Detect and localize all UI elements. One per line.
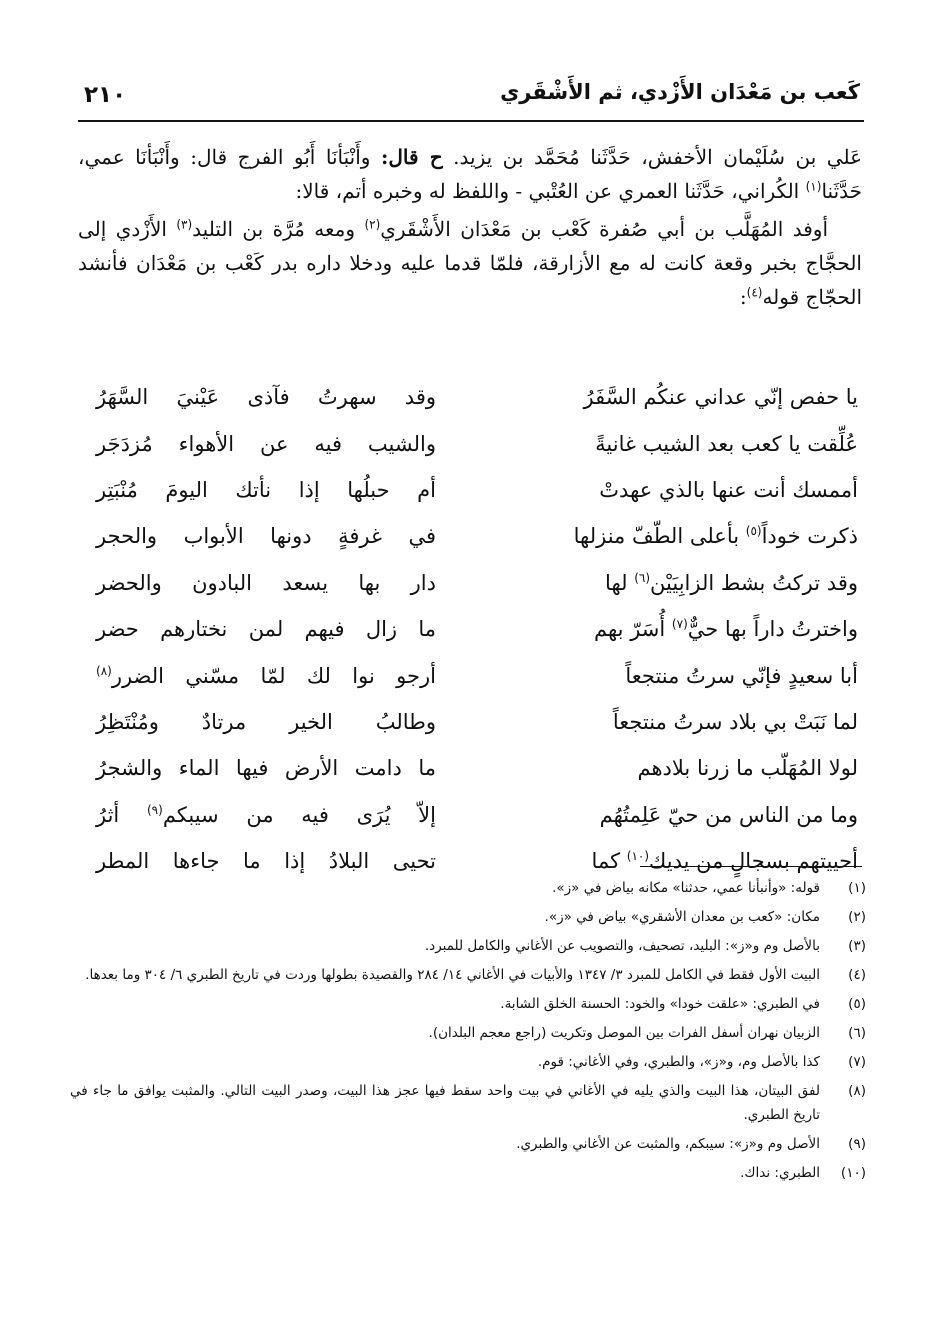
footnotes (70, 876, 866, 1190)
footnote-ref-3[interactable]: (٣) (176, 217, 193, 232)
verse (96, 792, 858, 838)
footnote-number: (١٠) (840, 1165, 866, 1181)
first-hemistich: لما نَبَتْ بي بلاد سرتُ منتجعاً (612, 709, 858, 734)
intro-text (78, 140, 862, 314)
footnote-ref-10[interactable]: (١٠) (626, 849, 650, 864)
second-hemistich: ما زال فيهم لمن نختارهم حضر (96, 617, 436, 642)
footnote-text: قوله: «وأنبأنا عمي، حدثنا» مكانه بياض في «ز». (552, 880, 820, 896)
first-hemistich: عُلِّقت يا كعب بعد الشيب غانيةً (595, 431, 858, 456)
verse (96, 652, 858, 698)
footnote-item (70, 1132, 866, 1156)
verse (96, 467, 858, 513)
footnote-text: مكان: «كعب بن معدان الأشقري» بياض في «ز». (544, 909, 820, 925)
second-hemistich: وطالبُ الخير مرتادٌ ومُنْتَظِرُ (96, 709, 436, 734)
second-hemistich: أم حبلُها إذا نأتك اليومَ مُنْبَتِر (96, 477, 436, 502)
footnote-number: (٨) (848, 1083, 866, 1099)
footnote-number: (٤) (848, 967, 866, 983)
footnote-item (70, 992, 866, 1016)
verse (96, 513, 858, 559)
first-hemistich: أحييتهم بسجالٍ من يديك$^{(١٠)}$ كما (591, 849, 858, 874)
first-hemistich: لولا المُهَلّب ما زرنا بلادهم (637, 756, 858, 781)
footnote-text: الأصل وم و«ز»: سيبكم، والمثبت عن الأغاني والطبري. (516, 1136, 820, 1152)
footnote-number: (٦) (848, 1025, 866, 1041)
footnote-item (70, 934, 866, 958)
footnote-ref-2[interactable]: (٢) (364, 217, 381, 232)
first-hemistich: أبا سعيدٍ فإنّي سرتُ منتجعاً (625, 663, 858, 688)
footnote-text: الزبيان نهران أسفل الفرات بين الموصل وتكريت (راجع معجم البلدان). (428, 1025, 820, 1041)
first-hemistich: ذكرت خوداً$^{(٥)}$ بأعلى الطّفّ منزلها (573, 524, 858, 549)
footnote-ref-8[interactable]: (٨) (96, 663, 112, 678)
footnote-number: (٣) (848, 938, 866, 954)
footnote-item (70, 963, 866, 987)
verse (96, 745, 858, 791)
first-hemistich: وقد تركتُ بشط الزابِيَيْن$^{(٦)}$ لها (605, 570, 858, 595)
verse (96, 606, 858, 652)
isnad-paragraph: عَلي بن سُلَيْمان الأخفش، حَدَّثَنا مُحَمَّد بن يزيد. ح قال: وأَنْبَأنَا أَبُو الفرج قال: وأَنْبَأنَا عمي، حَدَّثَنا$^{(١)}$ الكُراني، حَدَّثَنا العمري عن العُتْبي - واللفظ له وخبره أتم، قالا: (78, 145, 863, 203)
footnote-number: (٢) (848, 909, 866, 925)
footnote-item (70, 876, 866, 900)
footnote-number: (٩) (848, 1136, 866, 1152)
footnote-text: بالأصل وم و«ز»: البليد، تصحيف، والتصويب عن الأغاني والكامل للمبرد. (424, 938, 820, 954)
header-rule (78, 120, 864, 122)
page-header (78, 74, 862, 120)
footnote-number: (٥) (848, 996, 866, 1012)
first-hemistich: واخترتُ داراً بها حيٌّ$^{(٧)}$ أُسَرّ بهم (594, 617, 858, 642)
footnote-ref-5[interactable]: (٥) (745, 524, 762, 539)
footnote-ref-9[interactable]: (٩) (146, 802, 163, 817)
footnote-text: البيت الأول فقط في الكامل للمبرد ٣/ ١٣٤٧ والأبيات في الأغاني ١٤/ ٢٨٤ والقصيدة بطولها وردت في تاريخ الطبري ٦/ ٣٠٤ وما بعدها. (85, 967, 820, 983)
second-hemistich: وقد سهرتُ فآذى عَيْنيَ السَّهَرُ (96, 385, 436, 410)
footnote-item (70, 1161, 866, 1185)
footnote-item (70, 1021, 866, 1045)
footnote-separator (640, 866, 862, 867)
narrative-paragraph: أوفد المُهَلَّب بن أبي صُفرة كَعْب بن مَعْدَان الأَشْقَري$^{(٢)}$ ومعه مُرَّة بن التليد$^{(٣)}$ الأَزْدي إلى الحجَّاج بخبر وقعة كانت له مع الأزارقة، فلمّا قدما عليه ودخلا داره بدر كَعْب بن مَعْدَان فأنشد الحجّاج قوله$^{(٤)}$: (78, 217, 862, 309)
ha-qala-marker: ح قال: (381, 145, 443, 169)
second-hemistich: أرجو نوا لك لمّا مسّني الضرر$^{(٨)}$ (96, 663, 436, 688)
page-number: ٢١٠ (84, 82, 127, 108)
second-hemistich: تحيى البلادُ إذا ما جاءها المطر (96, 849, 436, 874)
second-hemistich: ما دامت الأرض فيها الماء والشجرُ (96, 756, 436, 781)
first-hemistich: وما من الناس من حيّ عَلِمتُهُم (599, 802, 858, 827)
poem (96, 374, 858, 884)
verse (96, 374, 858, 420)
footnote-ref-7[interactable]: (٧) (671, 617, 688, 632)
first-hemistich: أممسك أنت عنها بالذي عهدتْ (599, 477, 858, 502)
footnote-text: في الطبري: «علقت خودا» والخود: الحسنة الخلق الشابة. (500, 996, 820, 1012)
footnote-text: كذا بالأصل وم، و«ز»، والطبري، وفي الأغاني: قوم. (537, 1054, 820, 1070)
footnote-item (70, 905, 866, 929)
footnote-item (70, 1050, 866, 1074)
footnote-ref-1[interactable]: (١) (805, 179, 822, 194)
verse (96, 699, 858, 745)
second-hemistich: إلاّ يُرَى فيه من سيبكم$^{(٩)}$ أثرُ (96, 802, 436, 827)
first-hemistich: يا حفص إنّي عداني عنكُم السَّفَرُ (583, 385, 858, 410)
footnote-number: (١) (848, 880, 866, 896)
footnote-ref-4[interactable]: (٤) (746, 285, 763, 300)
footnote-item (70, 1079, 866, 1127)
running-title: كَعب بن مَعْدَان الأَزْدي، ثم الأَشْقَري (500, 80, 860, 104)
second-hemistich: دار بها يسعد البادون والحضر (96, 570, 436, 595)
footnote-text: الطبري: نداك. (740, 1165, 820, 1181)
second-hemistich: في غرفةٍ دونها الأبواب والحجر (96, 524, 436, 549)
second-hemistich: والشيب فيه عن الأهواء مُزدَجَر (96, 431, 436, 456)
verse (96, 560, 858, 606)
footnote-number: (٧) (848, 1054, 866, 1070)
footnote-text: لفق البيتان، هذا البيت والذي يليه في الأغاني في بيت واحد سقط فيها عجز هذا البيت، وصدر البيت التالي. والمثبت يوافق ما جاء في تاريخ الطبري. (70, 1083, 820, 1123)
footnote-ref-6[interactable]: (٦) (634, 570, 651, 585)
verse (96, 420, 858, 466)
